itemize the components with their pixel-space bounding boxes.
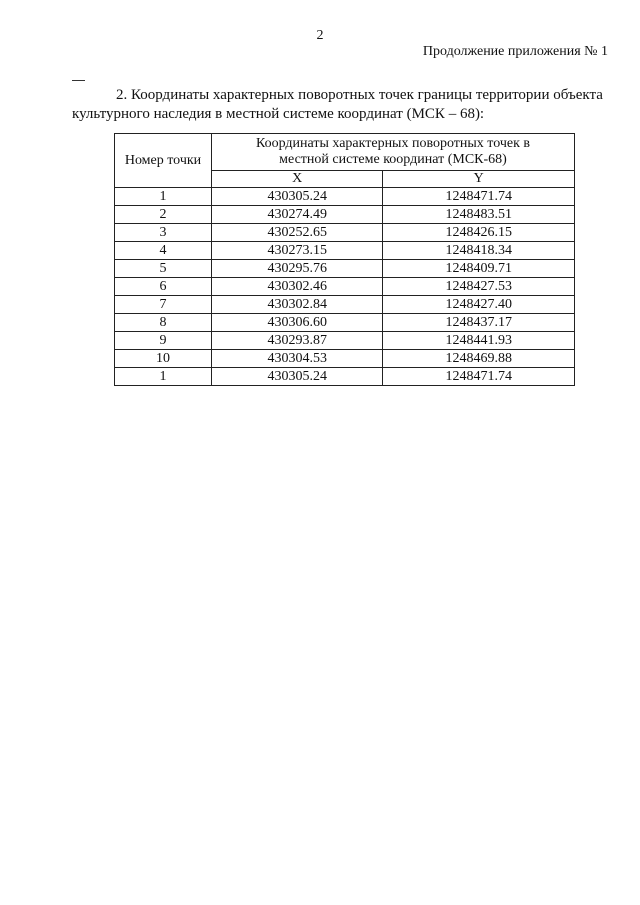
cell-point-number: 7: [115, 296, 212, 314]
cell-x: 430304.53: [212, 350, 383, 368]
cell-x: 430305.24: [212, 368, 383, 386]
table-row: [115, 242, 575, 260]
dash-mark: [72, 80, 85, 81]
header-coordinates-group: [212, 134, 575, 171]
cell-x: 430293.87: [212, 332, 383, 350]
cell-point-number: 3: [115, 224, 212, 242]
cell-y: 1248427.40: [383, 296, 575, 314]
cell-x: 430295.76: [212, 260, 383, 278]
page-number: 2: [316, 28, 324, 43]
table-row: [115, 314, 575, 332]
cell-x: 430274.49: [212, 206, 383, 224]
table-row: [115, 260, 575, 278]
cell-point-number: 1: [115, 188, 212, 206]
table-body: [115, 188, 575, 386]
cell-y: 1248441.93: [383, 332, 575, 350]
cell-x: 430302.46: [212, 278, 383, 296]
coordinates-table: [114, 133, 575, 386]
header-y: Y: [383, 171, 575, 188]
cell-x: 430252.65: [212, 224, 383, 242]
cell-point-number: 5: [115, 260, 212, 278]
table-row: [115, 224, 575, 242]
cell-y: 1248483.51: [383, 206, 575, 224]
cell-point-number: 2: [115, 206, 212, 224]
cell-point-number: 1: [115, 368, 212, 386]
appendix-note: Продолжение приложения № 1: [422, 44, 608, 59]
table-row: [115, 188, 575, 206]
table-row: [115, 332, 575, 350]
table-row: [115, 278, 575, 296]
cell-point-number: 8: [115, 314, 212, 332]
table-row: [115, 206, 575, 224]
cell-point-number: 6: [115, 278, 212, 296]
cell-y: 1248426.15: [383, 224, 575, 242]
table-row: [115, 350, 575, 368]
header-group-line-1: Координаты характерных поворотных точек в: [255, 136, 531, 151]
cell-x: 430302.84: [212, 296, 383, 314]
header-group-line-2: местной системе координат (МСК-68): [279, 152, 507, 167]
cell-point-number: 10: [115, 350, 212, 368]
heading-line-1: 2. Координаты характерных поворотных точек границы территории объекта: [116, 87, 603, 103]
heading-line-2: культурного наследия в местной системе координат (МСК – 68):: [72, 106, 485, 122]
header-x: X: [212, 171, 383, 188]
header-point-number: Номер точки: [115, 134, 212, 188]
table-row: [115, 368, 575, 386]
cell-y: 1248418.34: [383, 242, 575, 260]
section-heading: [72, 86, 612, 124]
cell-x: 430273.15: [212, 242, 383, 260]
cell-x: 430305.24: [212, 188, 383, 206]
cell-y: 1248471.74: [383, 188, 575, 206]
cell-point-number: 9: [115, 332, 212, 350]
cell-point-number: 4: [115, 242, 212, 260]
cell-y: 1248469.88: [383, 350, 575, 368]
cell-y: 1248437.17: [383, 314, 575, 332]
table-row: [115, 296, 575, 314]
cell-y: 1248471.74: [383, 368, 575, 386]
cell-x: 430306.60: [212, 314, 383, 332]
cell-y: 1248427.53: [383, 278, 575, 296]
cell-y: 1248409.71: [383, 260, 575, 278]
